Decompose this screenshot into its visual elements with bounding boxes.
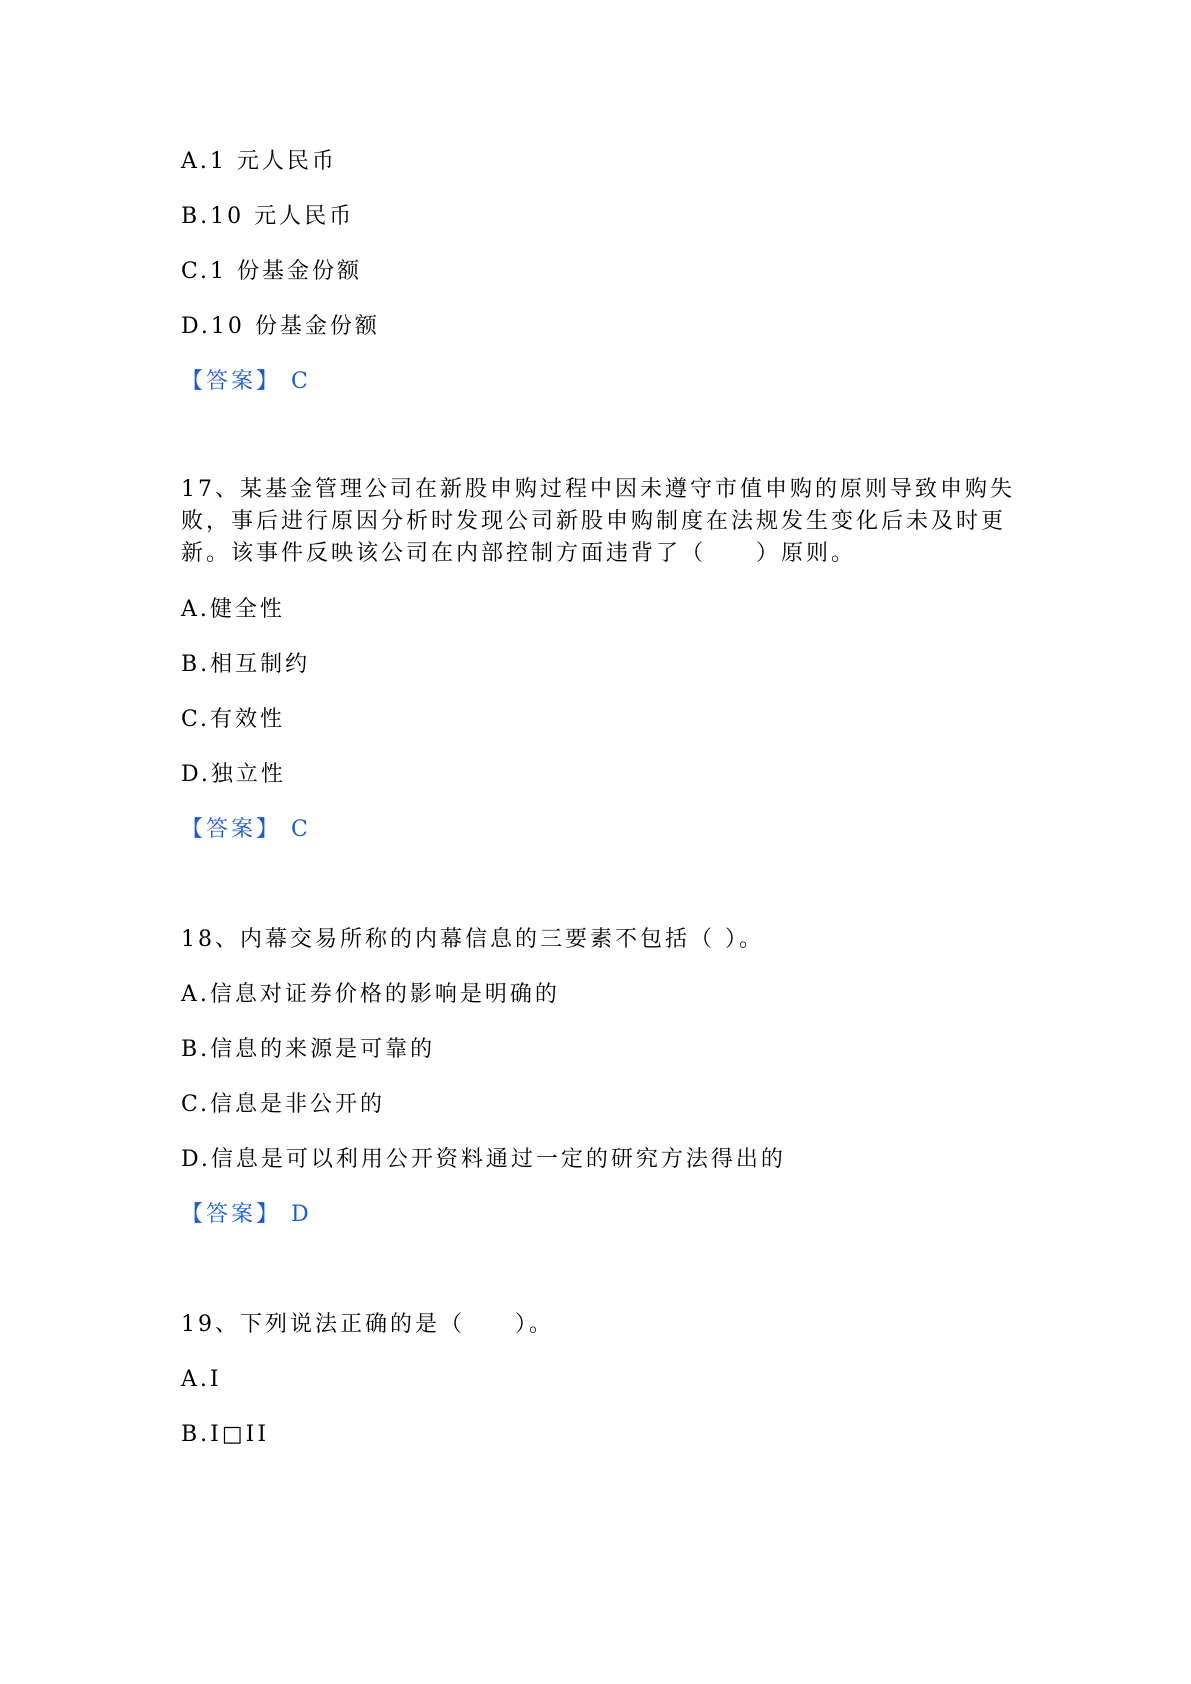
answer-label: 【答案】: [181, 1202, 282, 1227]
q16-option-b: B.10 元人民币: [181, 204, 355, 229]
q18-option-d: D.信息是可以利用公开资料通过一定的研究方法得出的: [181, 1147, 786, 1172]
q17-stem-line-2: 败，事后进行原因分析时发现公司新股申购制度在法规发生变化后未及时更: [181, 509, 1007, 534]
q17-option-b: B.相互制约: [181, 652, 311, 677]
q19-option-b: B.I□II: [181, 1422, 270, 1447]
answer-value: C: [291, 369, 311, 394]
q16-option-c: C.1 份基金份额: [181, 259, 363, 284]
answer-value: C: [291, 817, 311, 842]
q18-option-a: A.信息对证券价格的影响是明确的: [181, 982, 560, 1007]
q18-option-c: C.信息是非公开的: [181, 1092, 386, 1117]
q16-option-a: A.1 元人民币: [181, 149, 337, 174]
q17-answer: [181, 814, 311, 846]
q17-option-c: C.有效性: [181, 707, 286, 732]
answer-label: 【答案】: [181, 817, 282, 842]
q17-stem-line-1: 17、某基金管理公司在新股申购过程中因未遵守市值申购的原则导致申购失: [181, 477, 1015, 502]
q17-option-a: A.健全性: [181, 597, 285, 622]
q18-answer: [181, 1199, 312, 1231]
q16-answer: [181, 366, 311, 398]
q18-option-b: B.信息的来源是可靠的: [181, 1037, 436, 1062]
answer-label: 【答案】: [181, 369, 282, 394]
answer-value: D: [291, 1202, 312, 1227]
q17-option-d: D.独立性: [181, 762, 286, 787]
q19-stem: 19、下列说法正确的是（ ）。: [181, 1312, 554, 1337]
q18-stem: 18、内幕交易所称的内幕信息的三要素不包括（ ）。: [181, 927, 764, 952]
q16-option-d: D.10 份基金份额: [181, 314, 380, 339]
q19-option-a: A.I: [181, 1367, 222, 1392]
q17-stem-line-3: 新。该事件反映该公司在内部控制方面违背了（ ）原则。: [181, 541, 857, 566]
